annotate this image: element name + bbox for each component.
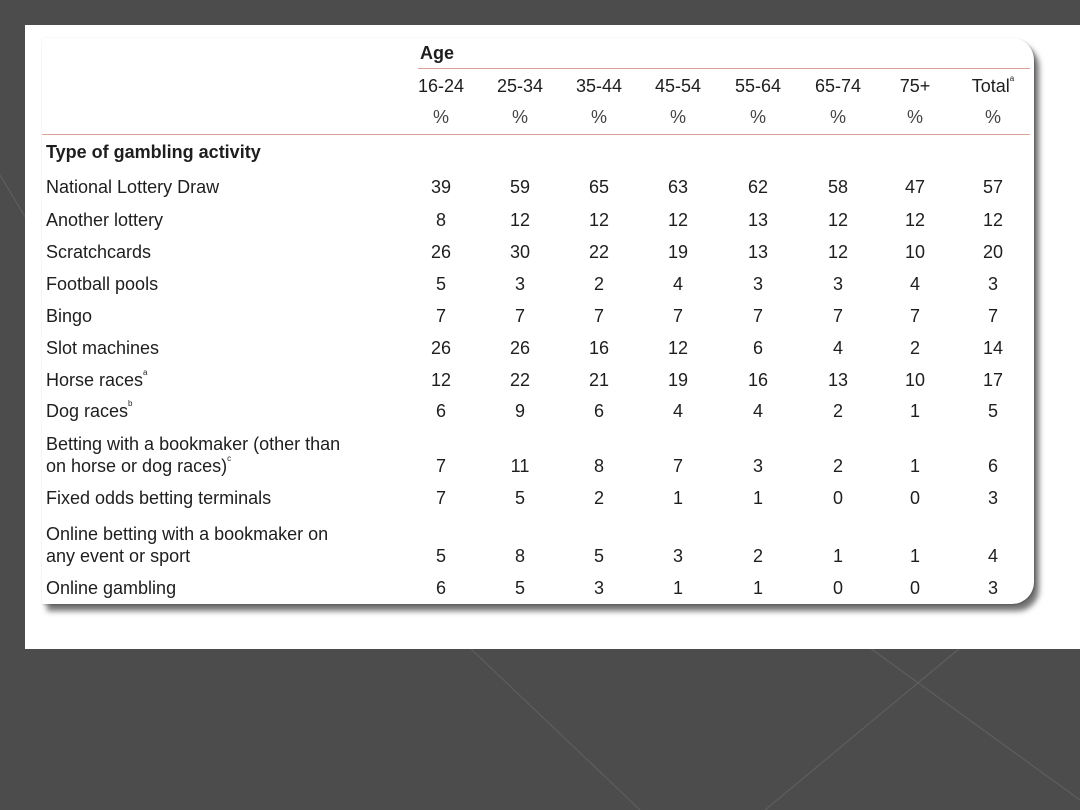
footnote-marker: a — [1009, 74, 1015, 83]
table-cell: 2 — [593, 488, 604, 508]
table-cell: 12 — [667, 338, 689, 358]
table-cell: 39 — [430, 177, 452, 197]
age-header: Age — [420, 43, 455, 63]
table-cell: 5 — [987, 401, 998, 421]
table-cell: 20 — [982, 242, 1004, 262]
unit-label: % — [984, 107, 1001, 127]
row-label: Scratchcards — [46, 242, 152, 262]
table-cell: 7 — [987, 306, 998, 326]
table-cell: 5 — [514, 488, 525, 508]
table-cell: 26 — [509, 338, 531, 358]
column-header: 45-54 — [654, 76, 702, 96]
table-cell: 12 — [588, 210, 610, 230]
footnote-marker: a — [143, 368, 148, 377]
row-label: Slot machines — [46, 338, 160, 358]
table-cell: 7 — [435, 306, 446, 326]
table-cell: 7 — [909, 306, 920, 326]
table-cell: 2 — [752, 546, 763, 566]
unit-label: % — [906, 107, 923, 127]
table-cell: 0 — [909, 578, 920, 598]
table-cell: 6 — [435, 578, 446, 598]
table-cell: 12 — [509, 210, 531, 230]
table-cell: 17 — [982, 370, 1004, 390]
table-cell: 12 — [667, 210, 689, 230]
table-cell: 6 — [987, 456, 998, 476]
table-cell: 22 — [509, 370, 531, 390]
table-cell: 11 — [510, 456, 530, 476]
column-header: 25-34 — [496, 76, 544, 96]
table-cell: 4 — [987, 546, 998, 566]
unit-label: % — [829, 107, 846, 127]
column-header: 65-74 — [814, 76, 862, 96]
table-cell: 2 — [909, 338, 920, 358]
table-cell: 30 — [509, 242, 531, 262]
table-cell: 12 — [982, 210, 1004, 230]
table-cell: 7 — [672, 456, 683, 476]
table-cell: 19 — [667, 242, 689, 262]
table-cell: 22 — [588, 242, 610, 262]
table-cell: 26 — [430, 242, 452, 262]
table-cell: 47 — [904, 177, 926, 197]
table-cell: 1 — [672, 578, 683, 598]
table-cell: 14 — [982, 338, 1004, 358]
table-cell: 12 — [827, 210, 849, 230]
table-cell: 9 — [514, 401, 525, 421]
table-cell: 16 — [747, 370, 769, 390]
unit-label: % — [432, 107, 449, 127]
table-cell: 0 — [832, 578, 843, 598]
table-cell: 1 — [909, 546, 920, 566]
column-header: 55-64 — [734, 76, 782, 96]
table-cell: 13 — [747, 242, 769, 262]
table-cell: 62 — [747, 177, 769, 197]
column-header: 16-24 — [417, 76, 465, 96]
table-cell: 6 — [752, 338, 763, 358]
table-cell: 12 — [430, 370, 452, 390]
table-cell: 3 — [752, 274, 763, 294]
row-label: Horse races$^a$ — [46, 368, 148, 390]
row-label: Online gambling — [46, 578, 177, 598]
table-cell: 57 — [982, 177, 1004, 197]
footnote-marker: c — [227, 454, 232, 463]
table-cell: 3 — [752, 456, 763, 476]
table-cell: 10 — [904, 370, 926, 390]
table-cell: 4 — [752, 401, 763, 421]
header-divider — [418, 68, 1030, 69]
table-cell: 5 — [435, 546, 446, 566]
table-cell: 8 — [435, 210, 446, 230]
table-cell: 7 — [514, 306, 525, 326]
table-cell: 5 — [435, 274, 446, 294]
table-cell: 8 — [593, 456, 604, 476]
table-cell: 6 — [593, 401, 604, 421]
table-cell: 1 — [672, 488, 683, 508]
table-cell: 5 — [593, 546, 604, 566]
section-title: Type of gambling activity — [46, 142, 261, 162]
table-cell: 58 — [827, 177, 849, 197]
table-cell: 63 — [667, 177, 689, 197]
table-cell: 7 — [593, 306, 604, 326]
table-cell: 1 — [752, 488, 763, 508]
table-cell: 2 — [832, 456, 843, 476]
row-label: Online betting with a bookmaker on — [46, 524, 329, 544]
table-cell: 3 — [593, 578, 604, 598]
table-cell: 1 — [909, 456, 920, 476]
table-cell: 7 — [435, 488, 446, 508]
table-cell: 10 — [904, 242, 926, 262]
unit-label: % — [669, 107, 686, 127]
table-cell: 7 — [672, 306, 683, 326]
table-cell: 7 — [832, 306, 843, 326]
table-cell: 13 — [827, 370, 849, 390]
table-cell: 4 — [909, 274, 920, 294]
table-cell: 1 — [752, 578, 763, 598]
table-cell: 16 — [588, 338, 610, 358]
table-cell: 0 — [909, 488, 920, 508]
unit-label: % — [749, 107, 766, 127]
table-cell: 6 — [435, 401, 446, 421]
table-cell: 2 — [832, 401, 843, 421]
header-divider — [42, 134, 1030, 135]
footnote-marker: b — [128, 399, 133, 408]
table-cell: 2 — [593, 274, 604, 294]
table-cell: 3 — [832, 274, 843, 294]
table-cell: 4 — [672, 274, 683, 294]
table-cell: 7 — [435, 456, 446, 476]
table-cell: 12 — [827, 242, 849, 262]
table-cell: 4 — [672, 401, 683, 421]
table-cell: 3 — [987, 488, 998, 508]
column-header: Total$^a$ — [971, 74, 1015, 96]
table-cell: 3 — [987, 578, 998, 598]
unit-label: % — [511, 107, 528, 127]
table-cell: 4 — [832, 338, 843, 358]
table-cell: 65 — [588, 177, 610, 197]
row-label: any event or sport — [46, 546, 191, 566]
table-cell: 21 — [588, 370, 610, 390]
table-cell: 8 — [514, 546, 525, 566]
table-cell: 59 — [509, 177, 531, 197]
row-label: on horse or dog races)$^c$ — [46, 454, 232, 476]
table-cell: 1 — [909, 401, 920, 421]
table-cell: 19 — [667, 370, 689, 390]
column-header: 35-44 — [575, 76, 623, 96]
table-cell: 3 — [672, 546, 683, 566]
unit-label: % — [590, 107, 607, 127]
row-label: National Lottery Draw — [46, 177, 220, 197]
row-label: Dog races$^b$ — [46, 399, 133, 421]
table-cell: 1 — [832, 546, 843, 566]
table-cell: 0 — [832, 488, 843, 508]
table-cell: 3 — [987, 274, 998, 294]
row-label: Another lottery — [46, 210, 164, 230]
table-cell: 5 — [514, 578, 525, 598]
table-cell: 13 — [747, 210, 769, 230]
row-label: Betting with a bookmaker (other than — [46, 434, 341, 454]
table-cell: 26 — [430, 338, 452, 358]
column-header: 75+ — [899, 76, 931, 96]
row-label: Bingo — [46, 306, 93, 326]
row-label: Fixed odds betting terminals — [46, 488, 272, 508]
table-cell: 12 — [904, 210, 926, 230]
row-label: Football pools — [46, 274, 159, 294]
table-cell: 7 — [752, 306, 763, 326]
table-cell: 3 — [514, 274, 525, 294]
